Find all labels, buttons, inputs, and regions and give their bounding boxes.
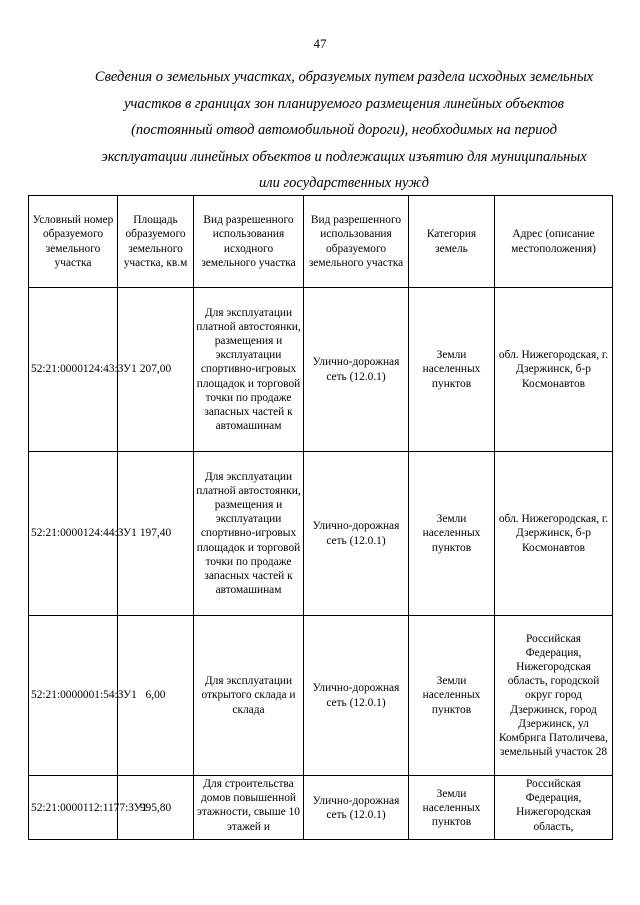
table-row <box>29 616 613 776</box>
cell-source-use: Для эксплуатации платной автостоянки, размещения и эксплуатации спортивно-игровых площадок и торговой точки по продаже запасных частей к автомашинам <box>194 288 304 452</box>
header-area: Площадь образуемого земельного участка, кв.м <box>118 196 194 288</box>
cell-new-use: Улично-дорожная сеть (12.0.1) <box>304 288 409 452</box>
cell-plot-number: 52:21:0000124:43:ЗУ1 <box>29 288 118 452</box>
cell-address: обл. Нижегородская, г. Дзержинск, б-р Космонавтов <box>495 452 613 616</box>
cell-new-use: Улично-дорожная сеть (12.0.1) <box>304 616 409 776</box>
table-row <box>29 776 613 840</box>
title-line: участков в границах зон планируемого размещения линейных объектов <box>124 95 564 112</box>
cell-address: Российская Федерация, Нижегородская область, <box>495 776 613 840</box>
cell-source-use: Для строительства домов повышенной этажности, свыше 10 этажей и <box>194 776 304 840</box>
document-title <box>72 64 616 197</box>
header-address: Адрес (описание местоположения) <box>495 196 613 288</box>
cell-area: 197,40 <box>118 452 194 616</box>
cell-area: 995,80 <box>118 776 194 840</box>
table-row <box>29 452 613 616</box>
cell-plot-number: 52:21:0000124:44:ЗУ1 <box>29 452 118 616</box>
cell-source-use: Для эксплуатации открытого склада и склада <box>194 616 304 776</box>
cell-land-category: Земли населенных пунктов <box>409 776 495 840</box>
title-line: или государственных нужд <box>259 175 429 191</box>
header-land-category: Категория земель <box>409 196 495 288</box>
header-plot-number: Условный номер образуемого земельного участка <box>29 196 118 288</box>
cell-area: 6,00 <box>118 616 194 776</box>
table-row <box>29 288 613 452</box>
cell-new-use: Улично-дорожная сеть (12.0.1) <box>304 776 409 840</box>
header-source-use: Вид разрешенного использования исходного земельного участка <box>194 196 304 288</box>
title-line: Сведения о земельных участках, образуемых путем раздела исходных земельных <box>94 69 594 85</box>
cell-area: 207,00 <box>118 288 194 452</box>
cell-plot-number: 52:21:0000112:1177:ЗУ1 <box>29 776 118 840</box>
title-line: эксплуатации линейных объектов и подлежащих изъятию для муниципальных <box>101 148 587 165</box>
header-new-use: Вид разрешенного использования образуемого земельного участка <box>304 196 409 288</box>
table-header-row <box>29 196 613 288</box>
land-plots-table <box>28 195 613 840</box>
page-number: 47 <box>313 36 327 51</box>
cell-address: обл. Нижегородская, г. Дзержинск, б-р Космонавтов <box>495 288 613 452</box>
title-line: (постоянный отвод автомобильной дороги), необходимых на период <box>131 122 557 138</box>
cell-land-category: Земли населенных пунктов <box>409 452 495 616</box>
cell-source-use: Для эксплуатации платной автостоянки, размещения и эксплуатации спортивно-игровых площадок и торговой точки по продаже запасных частей к автомашинам <box>194 452 304 616</box>
cell-new-use: Улично-дорожная сеть (12.0.1) <box>304 452 409 616</box>
cell-land-category: Земли населенных пунктов <box>409 616 495 776</box>
cell-address: Российская Федерация, Нижегородская область, городской округ город Дзержинск, город Дзержинск, ул Комбрига Патоличева, земельный участок 28 <box>495 616 613 776</box>
cell-land-category: Земли населенных пунктов <box>409 288 495 452</box>
cell-plot-number: 52:21:0000001:54:ЗУ1 <box>29 616 118 776</box>
